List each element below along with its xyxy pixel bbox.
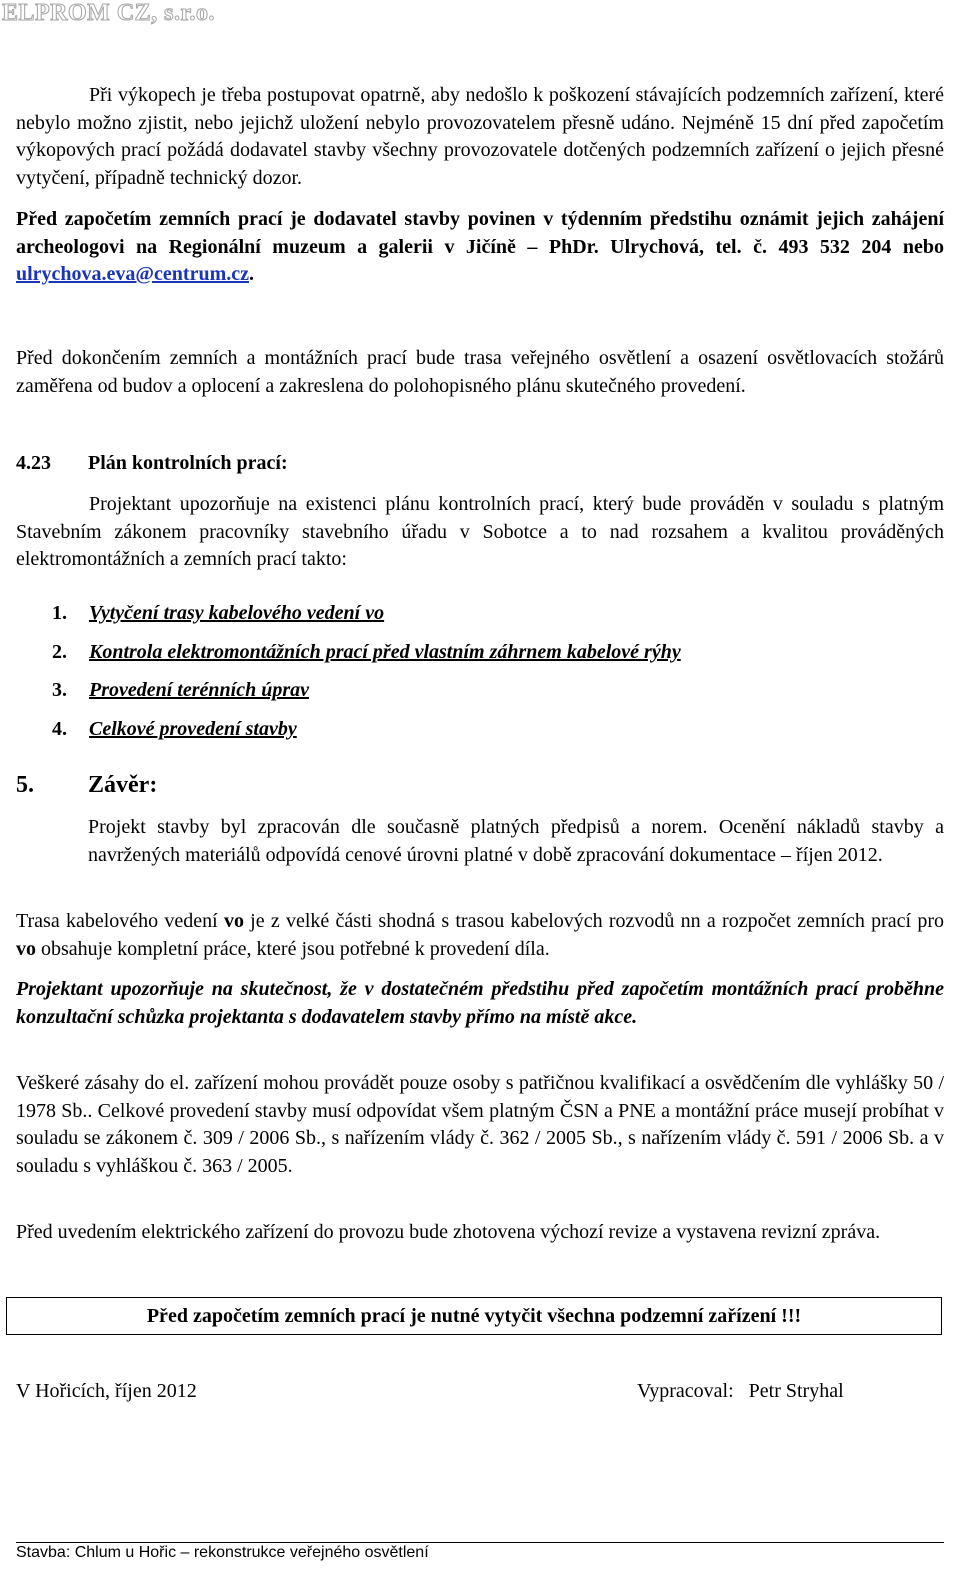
list-text: Celkové provedení stavby bbox=[89, 718, 297, 740]
paragraph-archaeology bbox=[16, 206, 944, 289]
email-link[interactable]: ulrychova.eva@centrum.cz bbox=[16, 263, 249, 286]
text-run: obsahuje kompletní práce, které jsou potřebné k provedení díla. bbox=[36, 937, 550, 960]
footer-project-name: Stavba: Chlum u Hořic – rekonstrukce veřejného osvětlení bbox=[16, 1544, 429, 1561]
company-logo: ELPROM CZ, s.r.o. bbox=[2, 0, 215, 26]
list-text: Vytyčení trasy kabelového vedení vo bbox=[89, 602, 385, 624]
footer-divider bbox=[16, 1542, 944, 1543]
author-name: Petr Stryhal bbox=[748, 1380, 844, 1402]
author-label: Vypracoval: bbox=[637, 1380, 734, 1402]
paragraph-conclusion: Projekt stavby byl zpracován dle současně platných předpisů a norem. Ocenění nákladů stavby a navržených materiálů odpovídá cenové úrovni platné v době zpracování dokumentace – říjen 2012. bbox=[88, 816, 944, 866]
archaeology-text: Před započetím zemních prací je dodavatel stavby povinen v týdenním předstihu oznámit jejich zahájení archeologovi na Regionální muzeum a galerii v Jičíně – PhDr. Ulrychová, tel. č. 493 532 204 nebo bbox=[16, 208, 944, 258]
paragraph-control-plan: Projektant upozorňuje na existenci plánu kontrolních prací, který bude prováděn v souladu s platným Stavebním zákonem pracovníky stavebního úřadu v Sobotce a to nad rozsahem a kvalitou prováděných elektromontážních a zemních prací takto: bbox=[16, 493, 944, 571]
list-item bbox=[52, 718, 297, 741]
author-signature bbox=[637, 1380, 844, 1403]
notice-box bbox=[6, 1297, 942, 1335]
paragraph-regulations: Veškeré zásahy do el. zařízení mohou provádět pouze osoby s patřičnou kvalifikací a osvědčením dle vyhlášky 50 / 1978 Sb.. Celkové provedení stavby musí odpovídat všem platným ČSN a PNE a montážní práce musejí probíhat v souladu se zákonem č. 309 / 2006 Sb., s nařízením vlády č. 362 / 2005 Sb., s nařízením vlády č. 591 / 2006 Sb. a v souladu s vyhláškou č. 363 / 2005. bbox=[16, 1072, 944, 1177]
paragraph-excavation: Při výkopech je třeba postupovat opatrně, aby nedošlo k poškození stávajících podzemních zařízení, které nebylo možno zjistit, nebo jejichž uložení nebylo provozovatelem přesně udáno. Nejméně 15 dní před započetím výkopových prací požádá dodavatel stavby všechny provozovatele dotčených podzemních zařízení o jejich přesné vytyčení, případně technický dozor. bbox=[16, 84, 944, 189]
place-date: V Hořicích, říjen 2012 bbox=[16, 1380, 197, 1402]
paragraph-cable-route bbox=[16, 908, 944, 963]
text-run: Trasa kabelového vedení bbox=[16, 910, 224, 932]
paragraph-survey: Před dokončením zemních a montážních prací bude trasa veřejného osvětlení a osazení osvětlovacích stožárů zaměřena od budov a oplocení a zakreslena do polohopisného plánu skutečného provedení. bbox=[16, 347, 944, 397]
section-title: Závěr: bbox=[88, 772, 158, 798]
notice-text: Před započetím zemních prací je nutné vytyčit všechna podzemní zařízení !!! bbox=[146, 1304, 802, 1327]
paragraph-revision: Před uvedením elektrického zařízení do provozu bude zhotovena výchozí revize a vystavena revizní zpráva. bbox=[16, 1221, 881, 1243]
list-text: Provedení terénních úprav bbox=[89, 679, 309, 701]
text-run-bold: vo bbox=[16, 937, 36, 960]
section-number: 4.23 bbox=[16, 452, 51, 474]
paragraph-warning: Projektant upozorňuje na skutečnost, že v dostatečném předstihu před započetím montážních prací proběhne konzultační schůzka projektanta s dodavatelem stavby přímo na místě akce. bbox=[16, 978, 944, 1028]
list-item bbox=[52, 679, 309, 702]
list-number: 2. bbox=[52, 641, 67, 663]
list-text: Kontrola elektromontážních prací před vlastním záhrnem kabelové rýhy bbox=[89, 641, 681, 663]
text-run-bold: vo bbox=[223, 910, 244, 932]
section-number: 5. bbox=[16, 772, 34, 798]
list-item bbox=[52, 641, 681, 664]
list-number: 1. bbox=[52, 602, 67, 624]
list-item bbox=[52, 602, 384, 625]
section-title: Plán kontrolních prací: bbox=[88, 452, 288, 474]
list-number: 3. bbox=[52, 679, 67, 701]
list-number: 4. bbox=[52, 718, 67, 740]
section-heading-5 bbox=[16, 772, 157, 799]
archaeology-end: . bbox=[249, 263, 254, 286]
section-heading-4-23 bbox=[16, 452, 288, 475]
text-run: je z velké části shodná s trasou kabelových rozvodů nn a rozpočet zemních prací pro bbox=[243, 910, 944, 932]
